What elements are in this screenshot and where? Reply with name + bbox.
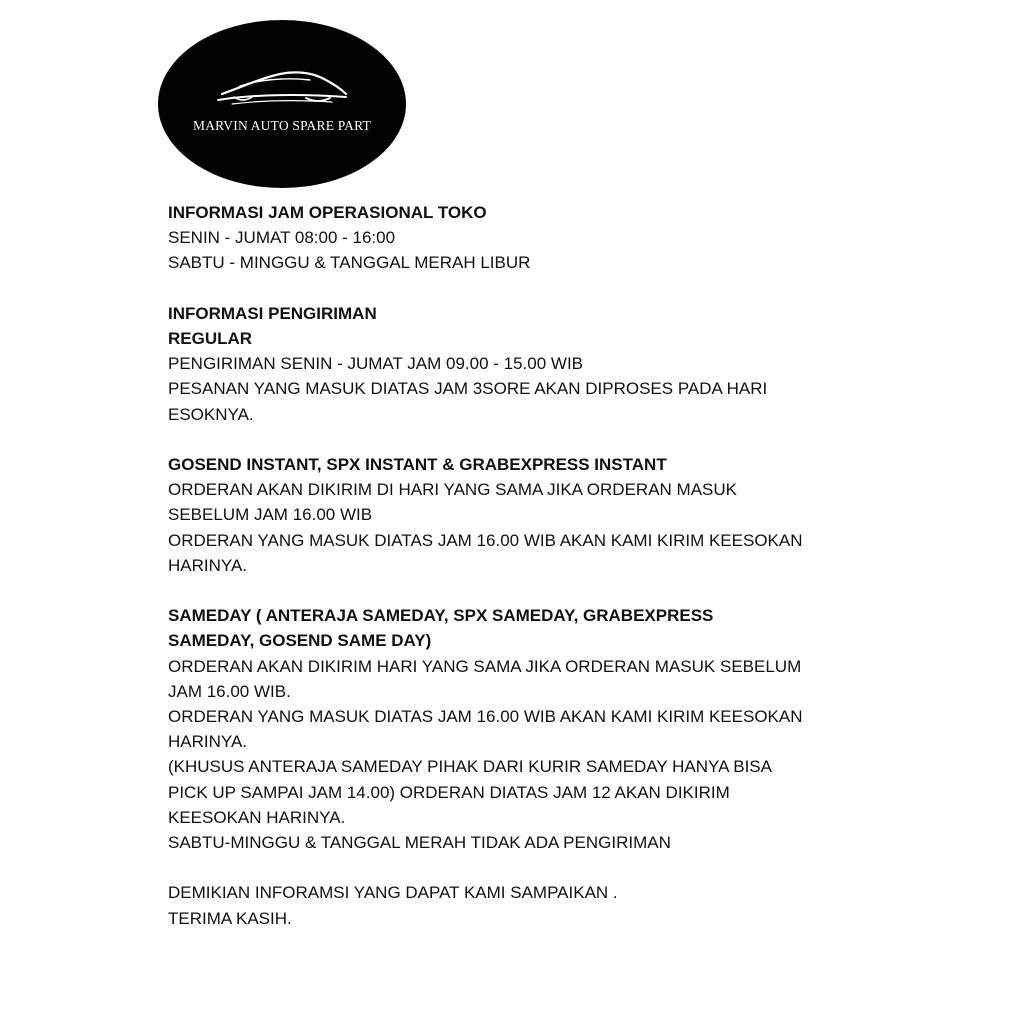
spacer [168,855,868,880]
instant-heading: GOSEND INSTANT, SPX INSTANT & GRABEXPRESS INSTANT [168,455,667,474]
sameday-heading: SAMEDAY, GOSEND SAME DAY) [168,631,432,651]
sameday-line: (KHUSUS ANTERAJA SAMEDAY PIHAK DARI KURIR SAMEDAY HANYA BISA [168,757,772,777]
sameday-line: KEESOKAN HARINYA. [168,807,346,827]
regular-heading: REGULAR [168,329,253,348]
operational-line: SABTU - MINGGU & TANGGAL MERAH LIBUR [168,253,531,273]
sameday-line: HARINYA. [168,732,248,752]
closing-line: DEMIKIAN INFORAMSI YANG DAPAT KAMI SAMPAIKAN . [168,883,618,903]
instant-line: HARINYA. [168,555,248,575]
operational-heading: INFORMASI JAM OPERASIONAL TOKO [168,203,487,222]
closing-line: TERIMA KASIH. [168,908,292,928]
sameday-line: SABTU-MINGGU & TANGGAL MERAH TIDAK ADA PENGIRIMAN [168,833,671,853]
regular-line: PENGIRIMAN SENIN - JUMAT JAM 09.00 - 15.00 WIB [168,354,584,374]
logo-text: MARVIN AUTO SPARE PART [193,118,371,133]
spacer [168,276,868,301]
operational-line: SENIN - JUMAT 08:00 - 16:00 [168,228,396,248]
sameday-line: JAM 16.00 WIB. [168,681,291,701]
instant-line: SEBELUM JAM 16.00 WIB [168,505,373,525]
car-silhouette-icon [214,64,350,106]
sameday-line: ORDERAN AKAN DIKIRIM HARI YANG SAMA JIKA ORDERAN MASUK SEBELUM [168,656,802,676]
sameday-line: ORDERAN YANG MASUK DIATAS JAM 16.00 WIB AKAN KAMI KIRIM KEESOKAN [168,707,803,727]
shipping-heading: INFORMASI PENGIRIMAN [168,303,377,323]
spacer [168,578,868,603]
sameday-line: PICK UP SAMPAI JAM 14.00) ORDERAN DIATAS JAM 12 AKAN DIKIRIM [168,782,730,802]
store-logo [158,20,406,188]
spacer [168,427,868,452]
regular-line: PESANAN YANG MASUK DIATAS JAM 3SORE AKAN DIPROSES PADA HARI [168,379,768,399]
info-document [168,200,868,931]
instant-line: ORDERAN AKAN DIKIRIM DI HARI YANG SAMA JIKA ORDERAN MASUK [168,480,737,500]
sameday-heading: SAMEDAY ( ANTERAJA SAMEDAY, SPX SAMEDAY, GRABEXPRESS [168,606,714,626]
regular-line: ESOKNYA. [168,404,254,424]
instant-line: ORDERAN YANG MASUK DIATAS JAM 16.00 WIB AKAN KAMI KIRIM KEESOKAN [168,530,803,550]
